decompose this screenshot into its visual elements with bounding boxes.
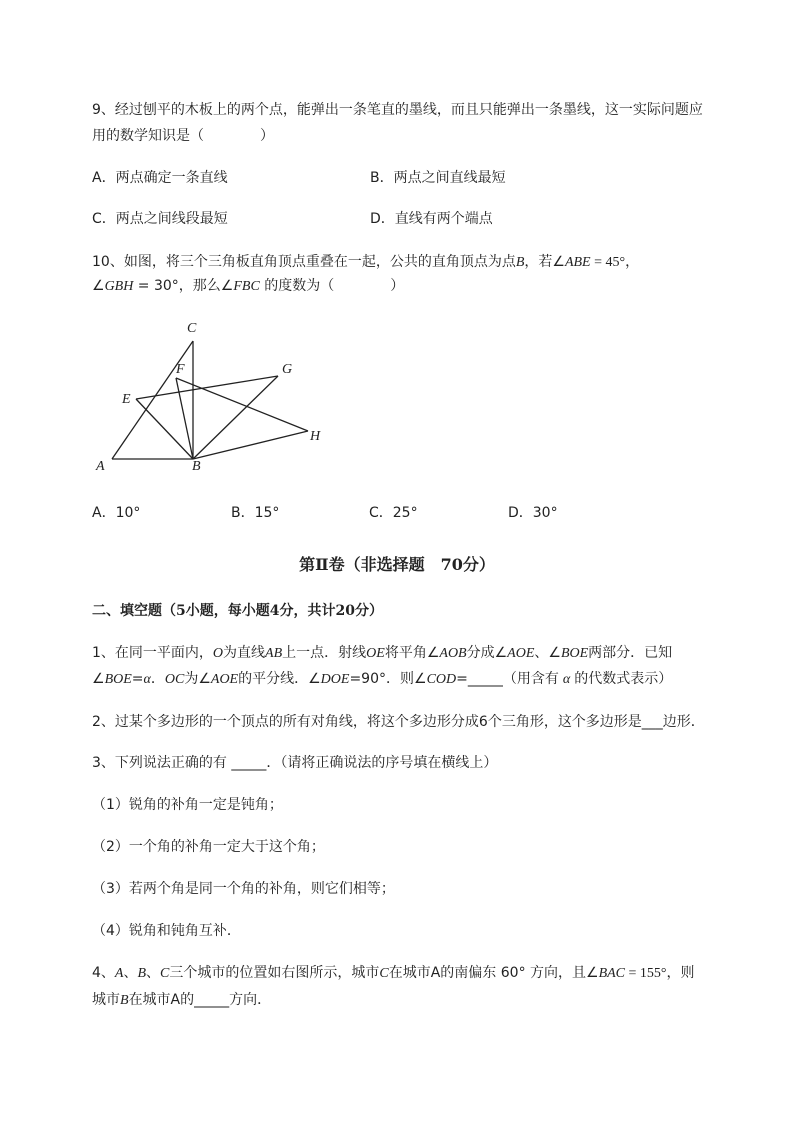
fig-label-g: G bbox=[282, 362, 293, 377]
f4-t6: = 155°，则 bbox=[625, 966, 695, 981]
q9-stem-line2: 用的数学知识是（ ） bbox=[92, 128, 274, 144]
q10-angle-gbh: GBH bbox=[104, 279, 134, 294]
f3-stem: 3、下列说法正确的有 _____．（请将正确说法的序号填在横线上） bbox=[92, 755, 498, 771]
f1-t8: ∠ bbox=[92, 671, 105, 687]
f2-stem: 2、过某个多边形的一个顶点的所有对角线，将这个多边形分成6个三角形，这个多边形是___边形． bbox=[92, 714, 705, 730]
f1-t10: ． bbox=[150, 671, 165, 687]
f1-aoe2: AOE bbox=[210, 672, 239, 687]
q10-option-c: C．25° bbox=[369, 505, 418, 521]
f4-t4: 三个城市的位置如右图所示，城市 bbox=[169, 965, 380, 981]
fig-label-b: B bbox=[192, 459, 201, 474]
f1-t9: = bbox=[131, 671, 144, 687]
f1-t14: =_____（用含有 bbox=[456, 671, 559, 687]
f1-t12: 的平分线．∠ bbox=[238, 671, 321, 687]
q10-text-e: = 30°，那么∠ bbox=[133, 278, 234, 294]
fig-label-h: H bbox=[310, 429, 321, 444]
f1-aoe: AOE bbox=[507, 646, 535, 661]
f4-t8: 在城市A的_____方向． bbox=[128, 992, 272, 1008]
f3-item-4: （4）锐角和钝角互补． bbox=[92, 923, 241, 939]
f4-t5: 在城市A的南偏东 60° 方向，且∠ bbox=[388, 965, 599, 981]
q10-text-f: 的度数为（ ） bbox=[259, 278, 405, 294]
f1-t2: 为直线 bbox=[223, 645, 266, 661]
f4-c: C bbox=[160, 966, 170, 981]
q9-option-a: A．两点确定一条直线 bbox=[92, 170, 228, 186]
fig-label-f: F bbox=[176, 362, 185, 377]
f1-boe: BOE bbox=[560, 646, 589, 661]
q10-text-b: ，若∠ bbox=[524, 254, 565, 270]
f3-item-1: （1）锐角的补角一定是钝角； bbox=[92, 797, 283, 813]
f1-oe: OE bbox=[366, 646, 385, 661]
f1-t15: 的代数式表示） bbox=[574, 671, 673, 687]
f1-aob: AOB bbox=[439, 646, 467, 661]
q10-point-b: B bbox=[515, 255, 525, 270]
f1-line2 bbox=[92, 669, 672, 690]
f1-ab: AB bbox=[265, 646, 283, 661]
q9-option-c: C．两点之间线段最短 bbox=[92, 211, 228, 227]
f4-t1: 4、 bbox=[92, 965, 115, 981]
q10-text-c: = 45°， bbox=[590, 255, 640, 270]
f1-t6: 、∠ bbox=[534, 645, 561, 661]
f1-t3: 上一点．射线 bbox=[282, 645, 367, 661]
q10-angle-fbc: FBC bbox=[233, 279, 260, 294]
q10-option-a: A．10° bbox=[92, 505, 141, 521]
f1-alpha: α bbox=[143, 672, 151, 687]
f1-cod: COD bbox=[426, 672, 457, 687]
f3-item-3: （3）若两个角是同一个角的补角，则它们相等； bbox=[92, 881, 395, 897]
fig-label-a: A bbox=[96, 459, 105, 474]
f1-boe2: BOE bbox=[104, 672, 132, 687]
f4-b: B bbox=[137, 966, 147, 981]
fig-label-c: C bbox=[187, 321, 197, 336]
f1-line1 bbox=[92, 643, 672, 664]
f1-t4: 将平角∠ bbox=[384, 645, 440, 661]
f4-c2: C bbox=[379, 966, 389, 981]
f1-t11: 为∠ bbox=[184, 671, 211, 687]
f1-oc: OC bbox=[164, 672, 185, 687]
q9-option-d: D．直线有两个端点 bbox=[370, 211, 493, 227]
f1-doe: DOE bbox=[320, 672, 350, 687]
f1-o: O bbox=[212, 646, 224, 661]
f1-t5: 分成∠ bbox=[466, 645, 508, 661]
q9-option-b: B．两点之间直线最短 bbox=[370, 170, 506, 186]
f1-t7: 两部分．已知 bbox=[588, 645, 673, 661]
fig-label-e: E bbox=[122, 392, 131, 407]
q10-text-d: ∠ bbox=[92, 278, 105, 294]
q10-option-b: B．15° bbox=[231, 505, 280, 521]
f3-item-2: （2）一个角的补角一定大于这个角； bbox=[92, 839, 325, 855]
f4-b2: B bbox=[120, 993, 129, 1008]
f4-line2 bbox=[92, 990, 271, 1011]
section-fill-in-title: 二、填空题（5小题，每小题4分，共计20分） bbox=[92, 603, 383, 619]
f4-t3: 、 bbox=[146, 965, 161, 981]
f4-t7: 城市 bbox=[92, 992, 120, 1008]
f4-t2: 、 bbox=[123, 965, 138, 981]
part2-title: 第Ⅱ卷（非选择题 70分） bbox=[299, 555, 495, 574]
q10-option-d: D．30° bbox=[508, 505, 558, 521]
q10-text-a: 10、如图，将三个三角板直角顶点重叠在一起，公共的直角顶点为点 bbox=[92, 254, 516, 270]
f4-bac: BAC bbox=[598, 966, 626, 981]
q10-angle-abe: ABE bbox=[564, 255, 591, 270]
f1-t1: 1、在同一平面内， bbox=[92, 645, 213, 661]
f4-line1 bbox=[92, 963, 695, 984]
f4-a: A bbox=[114, 966, 124, 981]
f1-t13: =90°．则∠ bbox=[349, 671, 427, 687]
q9-stem-line1: 9、经过刨平的木板上的两个点，能弹出一条笔直的墨线，而且只能弹出一条墨线，这一实际问题应 bbox=[92, 102, 703, 118]
f1-alpha2: α bbox=[562, 672, 571, 687]
